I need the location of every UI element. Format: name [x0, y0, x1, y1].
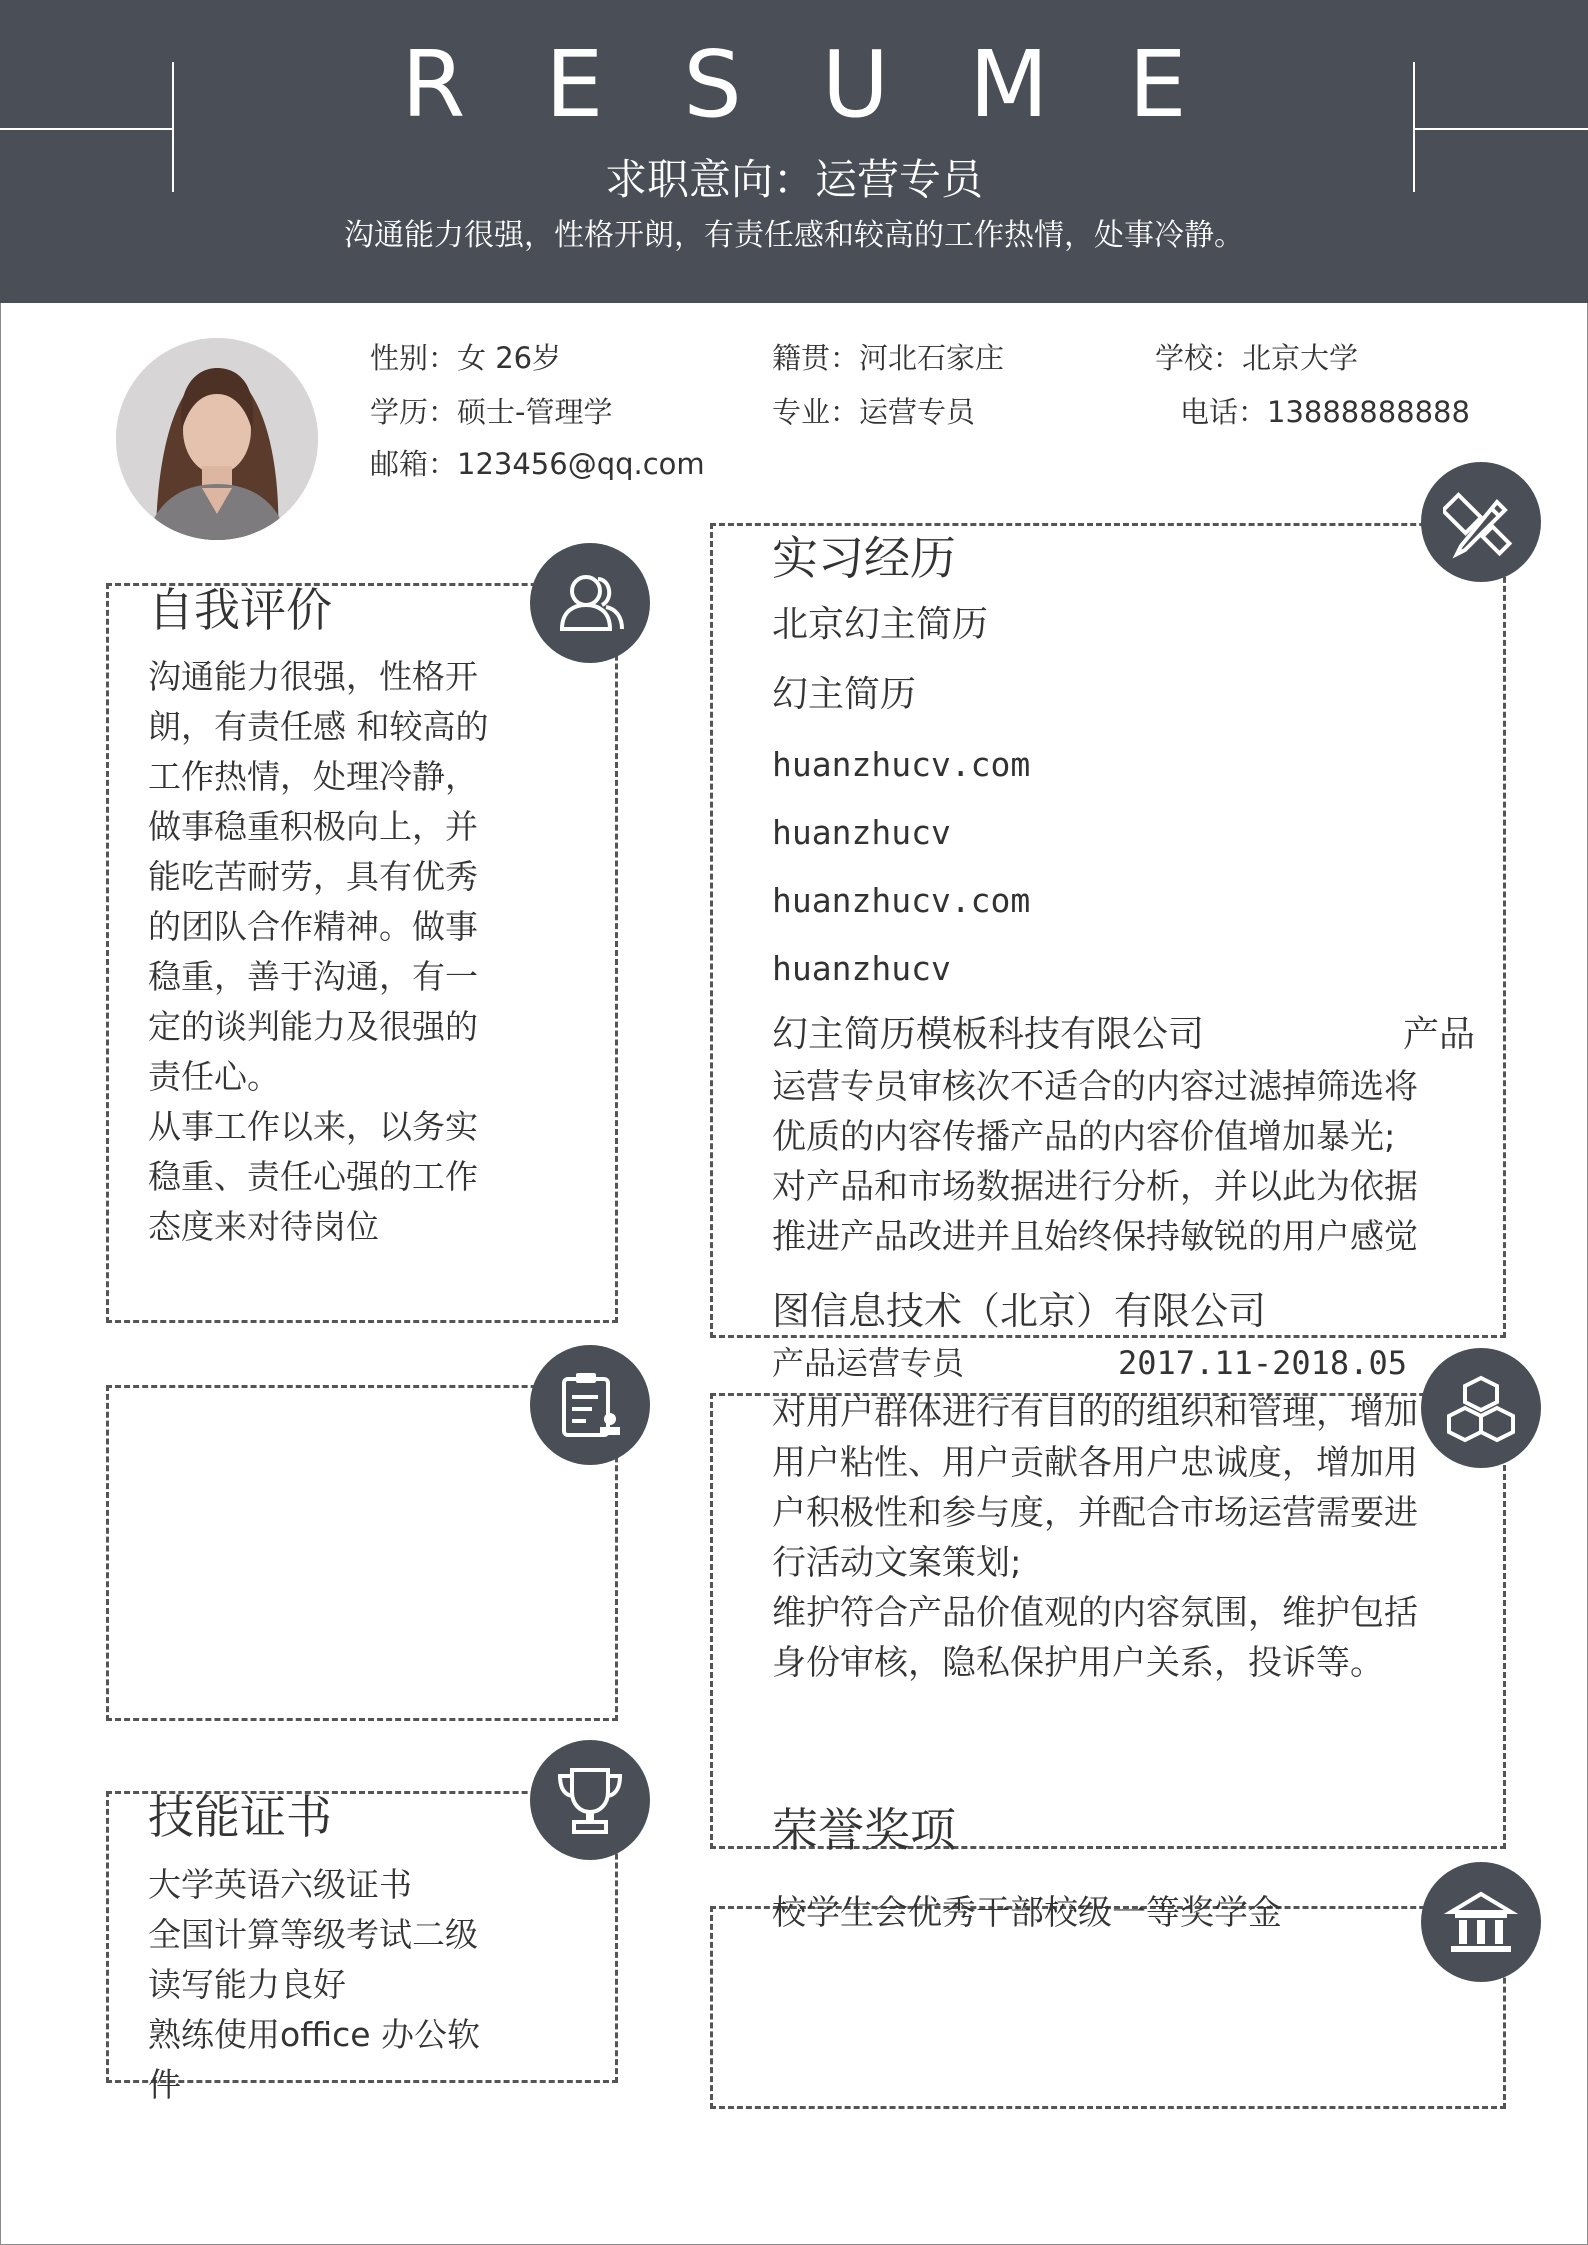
self-eval-line: 工作热情，处理冷静， [148, 757, 478, 796]
trophy-icon [530, 1740, 650, 1860]
header-banner [0, 0, 1588, 303]
self-eval-line: 沟通能力很强，性格开 [148, 657, 478, 696]
company-2-desc-line: 身份审核，隐私保护用户关系，投诉等。 [772, 1643, 1384, 1683]
self-eval-line: 从事工作以来，以务实 [148, 1107, 478, 1146]
company-1-desc [772, 1062, 1418, 1262]
internship-link: huanzhucv [772, 813, 951, 852]
skill-item: 件 [148, 2065, 181, 2104]
internship-link: huanzhucv.com [772, 745, 1031, 784]
self-eval-line: 做事稳重积极向上，并 [148, 807, 478, 846]
profile-hometown: 籍贯：河北石家庄 [772, 341, 1005, 375]
honors-text: 校学生会优秀干部校级一等奖学金 [772, 1893, 1282, 1933]
company-2-role: 产品运营专员 [772, 1344, 965, 1382]
honors-title: 荣誉奖项 [772, 1803, 956, 1857]
self-eval-line: 的团队合作精神。做事 [148, 907, 478, 946]
resume-title: RESUME [401, 31, 1267, 138]
users-icon [530, 543, 650, 663]
skill-item: 熟练使用office 办公软 [148, 2015, 481, 2054]
internship-link: huanzhucv [772, 949, 951, 988]
internship-title: 实习经历 [772, 531, 956, 585]
company-2-desc [772, 1388, 1418, 1688]
company-2-name: 图信息技术（北京）有限公司 [772, 1289, 1267, 1333]
profile-email: 邮箱：123456@qq.com [370, 447, 705, 481]
internship-link: huanzhucv.com [772, 881, 1031, 920]
company-2-desc-line: 对用户群体进行有目的的组织和管理，增加 [772, 1393, 1418, 1433]
cubes-icon [1421, 1348, 1541, 1468]
internship-org: 北京幻主简历 [772, 604, 989, 645]
tagline: 沟通能力很强，性格开朗，有责任感和较高的工作热情，处事冷静。 [344, 218, 1244, 253]
skills-text [148, 1860, 480, 2110]
self-eval-line: 朗，有责任感 和较高的 [148, 707, 489, 746]
company-2-desc-line: 行活动文案策划; [772, 1543, 1022, 1583]
profile-school: 学校：北京大学 [1155, 341, 1359, 375]
company-1-desc-line: 推进产品改进并且始终保持敏锐的用户感觉 [772, 1217, 1418, 1257]
skill-item: 读写能力良好 [148, 1965, 346, 2004]
portrait-photo [116, 338, 318, 540]
self-eval-line: 稳重、责任心强的工作 [148, 1157, 478, 1196]
self-eval-line: 态度来对待岗位 [148, 1207, 379, 1246]
company-2-desc-line: 用户粘性、用户贡献各用户忠诚度，增加用 [772, 1443, 1418, 1483]
job-intent: 求职意向：运营专员 [604, 155, 983, 204]
self-eval-line: 能吃苦耐劳，具有优秀 [148, 857, 478, 896]
self-eval-line: 定的谈判能力及很强的 [148, 1007, 478, 1046]
company-1-desc-line: 运营专员审核次不适合的内容过滤掉筛选将 [772, 1067, 1418, 1107]
company-1-desc-line: 对产品和市场数据进行分析，并以此为依据 [772, 1167, 1418, 1207]
profile-education: 学历：硕士-管理学 [370, 395, 613, 429]
self-eval-line: 稳重，善于沟通，有一 [148, 957, 478, 996]
bank-icon [1421, 1862, 1541, 1982]
company-1-role: 产品 [1403, 1014, 1476, 1055]
avatar [116, 338, 318, 540]
profile-major: 专业：运营专员 [772, 395, 976, 429]
company-1-desc-line: 优质的内容传播产品的内容价值增加暴光; [772, 1117, 1396, 1157]
company-1-name: 幻主简历模板科技有限公司 [772, 1014, 1205, 1055]
self-eval-line: 责任心。 [148, 1057, 280, 1096]
clipboard-icon [530, 1345, 650, 1465]
skill-item: 全国计算等级考试二级 [148, 1915, 478, 1954]
skills-title: 技能证书 [148, 1790, 332, 1844]
internship-org-2: 幻主简历 [772, 674, 917, 715]
company-2-desc-line: 户积极性和参与度，并配合市场运营需要进 [772, 1493, 1418, 1533]
company-2-desc-line: 维护符合产品价值观的内容氛围，维护包括 [772, 1593, 1418, 1633]
pencil-ruler-icon [1421, 462, 1541, 582]
self-eval-title: 自我评价 [148, 583, 332, 637]
profile-phone: 电话：13888888888 [1180, 395, 1470, 429]
company-2-period: 2017.11-2018.05 [1118, 1344, 1407, 1382]
self-eval-text [148, 652, 489, 1252]
skill-item: 大学英语六级证书 [148, 1865, 412, 1904]
profile-gender-age: 性别：女 26岁 [370, 341, 562, 375]
